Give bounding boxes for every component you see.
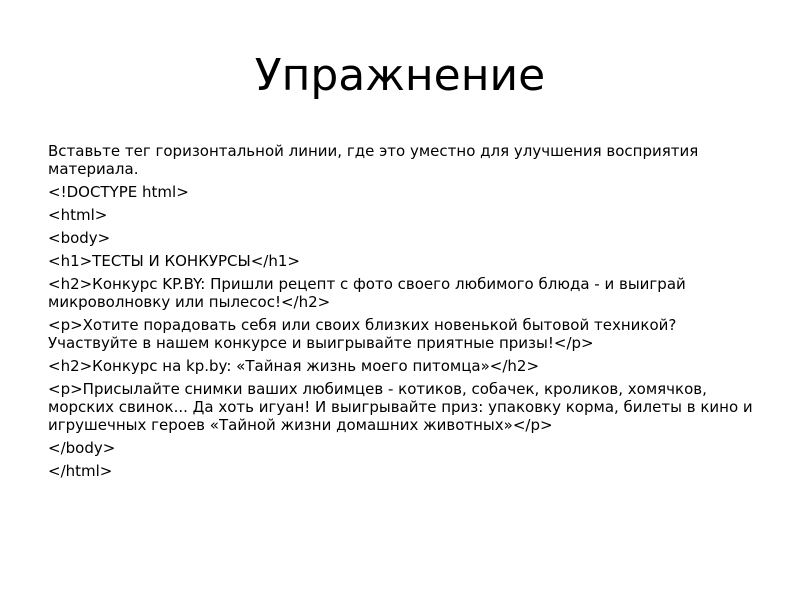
- code-line-html-open: <html>: [48, 206, 108, 224]
- code-line-doctype: <!DOCTYPE html>: [48, 183, 189, 201]
- slide-body: [48, 142, 764, 485]
- code-line-body-close: </body>: [48, 439, 116, 457]
- code-line-p-pets: <p>Присылайте снимки ваших любимцев - котиков, собачек, кроликов, хомячков, морских свинок... Да хоть игуан! И выигрывайте приз: упаковку корма, билеты в кино и игрушечных героев «Тайной жизни домашних животных»</p>: [48, 380, 753, 434]
- code-line-h2-pets: <h2>Конкурс на kp.by: «Тайная жизнь моего питомца»</h2>: [48, 357, 540, 375]
- slide-title: Упражнение: [254, 50, 546, 101]
- instruction-text: Вставьте тег горизонтальной линии, где это уместно для улучшения восприятия материала.: [48, 142, 699, 178]
- code-line-h2-recipe: <h2>Конкурс KP.BY: Пришли рецепт с фото своего любимого блюда - и выиграй микроволновку или пылесос!</h2>: [48, 275, 686, 311]
- code-line-h1: <h1>ТЕСТЫ И КОНКУРСЫ</h1>: [48, 252, 300, 270]
- code-line-p-appliances: <p>Хотите порадовать себя или своих близких новенькой бытовой техникой? Участвуйте в нашем конкурсе и выигрывайте приятные призы!</p>: [48, 316, 677, 352]
- code-line-html-close: </html>: [48, 462, 113, 480]
- code-line-body-open: <body>: [48, 229, 111, 247]
